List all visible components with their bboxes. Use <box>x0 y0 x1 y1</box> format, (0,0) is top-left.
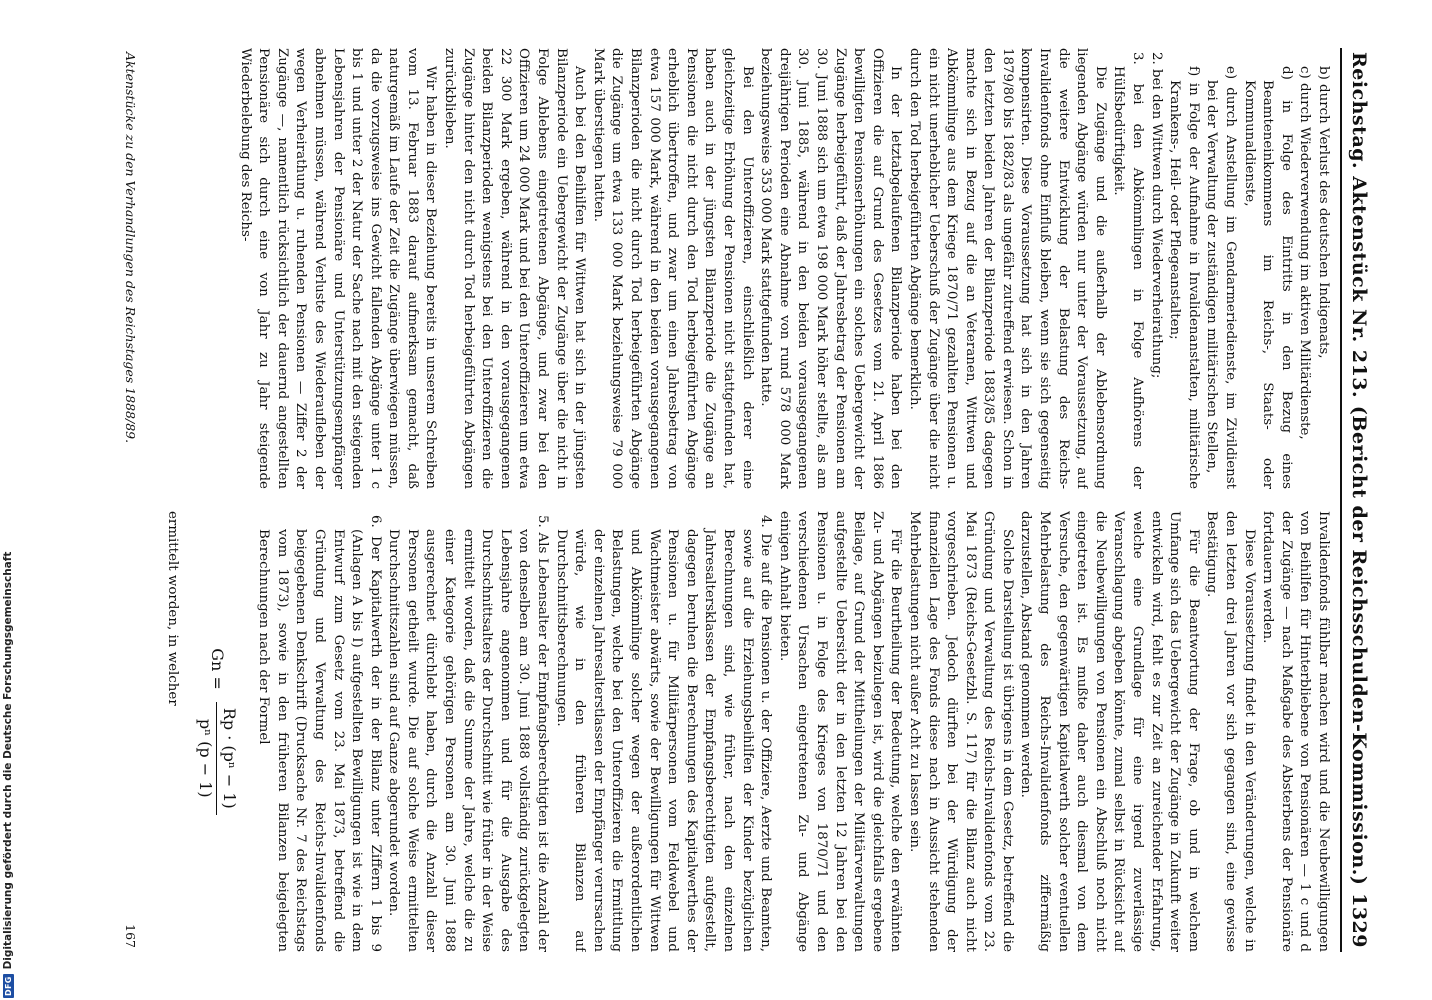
header-subtitle: (Bericht der Reichsschulden-Kommission.) <box>1348 405 1370 886</box>
paragraph: Auch bei den Beihilfen für Wittwen hat sich in der jüngsten Bilanzperiode ein Uebergewicht der Zugänge über die nicht in Folge Ablebens eingetretenen Abgänge, und zwar bei den Offizieren um 24 000 Mark und bei den Unteroffizieren um etwa 22 300 Mark ergeben, während in den vorausgegangenen beiden Bilanzperioden wenigstens bei den Unteroffizieren die Zugänge hinter den nicht durch Tod herbeigeführten Abgängen zurückblieben. <box>442 48 588 489</box>
dfg-logo-icon: DFG <box>3 976 13 996</box>
credit-text: Digitalisierung gefördert durch die Deutsche Forschungsgemeinschaft <box>2 551 14 970</box>
list-item: 2. bei den Wittwen durch Wiederverheirathung; <box>1148 52 1164 379</box>
formula-denominator: pⁿ (p − 1) <box>195 718 215 798</box>
digitization-credit <box>2 551 14 998</box>
formula-fraction <box>195 702 237 815</box>
page-footer <box>123 48 138 952</box>
page-header <box>1348 48 1370 952</box>
list-item: e) durch Anstellung im Gendarmeriedienste, im Zivildienst bei der Verwaltung der zuständigen militärischen Stellen, <box>1204 66 1239 489</box>
header-page-number: 1329 <box>1348 893 1370 948</box>
list-item: c) durch Wiederverwendung im aktiven Militärdienste, <box>1297 66 1313 440</box>
footer-attachment: Aktenstücke zu den Verhandlungen des Reichstages 1888/89. <box>123 52 138 444</box>
list-item: f) in Folge der Aufnahme in Invalidenanstalten, militärische Krankens-, Heil- oder Pflegeanstalten; <box>1167 66 1201 489</box>
list-item: d) in Folge des Eintritts in den Bezug eines Beamteneinkommens im Reichs-, Staats- oder Kommunaldienste, <box>1241 66 1294 489</box>
list-item: 3. bei den Abkömmlingen in Folge Aufhörens der Hülfsbedürftigkeit. <box>1111 52 1146 489</box>
paragraph: Wir haben in dieser Beziehung bereits in unserem Schreiben vom 13. Februar 1883 darauf aufmerksam gemacht, daß naturgemäß im Laufe der Zeit die Zugänge überwiegen müssen, da die vorzugsweise ins Gewicht fallenden Abgänge unter 1 c bis 1 und unter 2 der Natur der Sache nach mit den steigenden Lebensjahren der Pensionäre und Unterstützungsempfänger abnehmen müssen, während Verluste des Wiederaufleben der wegen Verheirathung u. ruhenden Pensionen — Ziffer 2 der Zugänge —, namentlich rücksichtlich der dauernd angestellten Pensionäre sich durch eine von Jahr zu Jahr steigende Wiederbelebung des Reichs- <box>237 48 439 489</box>
header-title: Reichstag. Aktenstück Nr. 213. <box>1348 52 1370 399</box>
right-column <box>142 511 1332 952</box>
numbered-paragraph: 4. Die auf die Pensionen u. der Offiziere, Aerzte und Beamten, sowie auf die Erziehungsbeihilfen der Kinder bezüglichen Berechnungen sind, wie früher, nach den einzelnen Jahresaltersklassen der Empfangsberechtigten aufgestellt, dagegen beruhen die Berechnungen des Kapitalwerthes der Pensionen u. für Militärpersonen vom Feldwebel und Wachtmeister abwärts, sowie der Bewilligungen für Wittwen und Abkömmlinge solcher wegen der außerordentlichen Belastungen, welche bei den Unteroffizieren die Ermittlung der einzelnen Jahresalterstlassen der Empfänger verursachen würde, wie in den früheren Bilanzen auf Durchschnittsberechnungen. <box>553 515 774 952</box>
footer-page-number: 167 <box>123 924 138 948</box>
numbered-paragraph: 6. Der Kapitalwerth der in der Bilanz unter Ziffern 1 bis 9 (Anlagen A bis I) aufgestellten Bewilligungen ist wie in dem Entwurf zum Gesetz vom 23. Mai 1873, betreffend die Gründung und Verwaltung des Reichs-Invalidenfonds beigegebenen Denkschrift (Drucksache Nr. 7 des Reichstags vom 1873), sowie in den früheren Bilanzen beigelegten Berechnungen nach der Formel <box>256 515 383 952</box>
paragraph: Für die Beurtheilung der Bedeutung, welche den erwähnten Zu- und Abgängen beizulegen ist, wird die gleichfalls ergebene Beilage, auf Grund der Mittheilungen der Militärverwaltungen aufgestellte Uebersicht der in den letzten 12 Jahren bei den Pensionen u. in Folge des Krieges von 1870/71 und den verschiedenen Ursachen eingetretenen Zu- und Abgänge einigen Anhalt bieten. <box>776 511 904 952</box>
paragraph: Solche Darstellung ist übrigens in dem Gesetz, betreffend die Gründung und Verwaltung des Reichs-Invalidenfonds vom 23. Mai 1873 (Reichs-Gesetzbl. S. 117) für die Bilanz auch nicht vorgeschrieben. Jedoch dürften bei der Würdigung der finanziellen Lage des Fonds diese nach in Aussicht stehenden Mehrbelastungen nicht außer Acht zu lassen sein. <box>906 511 1015 952</box>
paragraph: In der letztabgelaufenen Bilanzperiode haben bei den Offizieren die auf Grund des Gesetzes vom 21. April 1886 bewilligten Pensionserhöhungen ein solches Uebergewicht der Zugänge herbeigeführt, daß der Jahresbetrag der Pensionen am 30. Juni 1888 sich um etwa 198 000 Mark höher stellte, als am 30. Juni 1885, während in den beiden vorausgegangenen dreijährigen Perioden eine Abnahme von rund 578 000 Mark beziehungsweise 353 000 Mark stattgefunden hatte. <box>758 48 904 489</box>
formula-numerator: Rp · (pⁿ − 1) <box>216 702 238 815</box>
formula <box>195 511 237 952</box>
list-item: b) durch Verlust des deutschen Indigenats, <box>1316 66 1331 359</box>
paragraph: Für die Beantwortung der Frage, ob und in welchem Umfange sich das Uebergewicht der Zugänge in Zukunft weiter entwickeln wird, fehlt es zur Zeit an zureichender Erfahrung, welche eine Grundlage für eine irgend zuverlässige Veranschlagung abgeben könnte, zumal selbst in Rücksicht auf die Neubewilligungen von Pensionen ein Abschluß noch nicht eingetreten ist. Es mußte daher auch diesmal von dem Versuche, den gegenwärtigen Kapitalwerth solcher eventuellen Mehrbelastung des Reichs-Invalidenfonds ziffermäßig darzustellen, Abstand genommen werden. <box>1018 511 1201 952</box>
numbered-paragraph: 5. Als Lebensalter der Empfangsberechtigten ist die Anzahl der von denselben am 30. Juni 1888 vollständig zurückgelegten Lebensjahre angenommen und für die Ausgabe des Durchschnittsalters der Durchschnitt wie früher in der Weise ermittelt worden, daß die Summe der Jahre, welche die zu einer Kategorie gehörigen Personen am 30. Juni 1888 ausgerechnet dürchlebt haben, durch die Anzahl dieser Personen getheilt wurde. Die auf solche Weise ermittelten Durchschnittszahlen sind auf Ganze abgerundet worden. <box>386 515 551 952</box>
header-rule <box>1340 48 1342 952</box>
text-columns <box>142 48 1332 952</box>
paragraph: ermittelt worden, in welcher <box>165 511 181 706</box>
paragraph: Invalidenfonds fühlbar machen wird und die Neubewilligungen von Beihilfen für Hinterbliebene von Pensionären — 1 c und d der Zugänge — nach Maßgabe des Absterbens der Pensionäre fortdauern werden. <box>1260 511 1331 952</box>
paragraph: Bei den Unteroffizieren, einschließlich derer eine gleichzeitige Erhöhung der Pensionen nicht stattgefunden hat, haben auch in der jüngsten Bilanzperiode die Zugänge an Pensionen die nicht durch den Tod herbeigeführten Abgänge erheblich übertroffen, und zwar um einen Jahresbetrag von etwa 157 000 Mark, während in den beiden vorausgegangenen Bilanzperioden die nicht durch Tod herbeigeführten Abgänge die Zugänge um etwa 133 000 Mark beziehungsweise 79 000 Mark überstiegen hatten. <box>590 48 755 489</box>
left-column <box>142 48 1332 489</box>
paragraph: Diese Voraussetzung findet in den Veränderungen, welche in den letzten drei Jahren vor sich gegangen sind, eine gewisse Bestätigung. <box>1204 511 1257 952</box>
scanned-page <box>46 30 1386 970</box>
paragraph: Die Zugänge und die außerhalb der Ablebensordnung liegenden Abgänge würden nur unter der Voraussetzung, auf die weitere Entwicklung der Belastung des Reichs-Invalidenfonds ohne Einfluß bleiben, wenn sie sich gegenseitig kompensirten. Diese Voraussetzung hat sich in den Jahren 1879/80 bis 1882/83 als ungefähr zutreffend erwiesen. Schon in den letzten beiden Jahren der Bilanzperiode 1883/85 dagegen machte sich in Bezug auf die an Veteranen, Wittwen und Abkömmlinge aus dem Kriege 1870/71 gezahlten Pensionen u. ein nicht unerheblicher Ueberschuß der Zugänge über die nicht durch den Tod herbeigeführten Abgänge bemerklich. <box>906 48 1108 489</box>
formula-lhs: Gn = <box>207 648 227 690</box>
